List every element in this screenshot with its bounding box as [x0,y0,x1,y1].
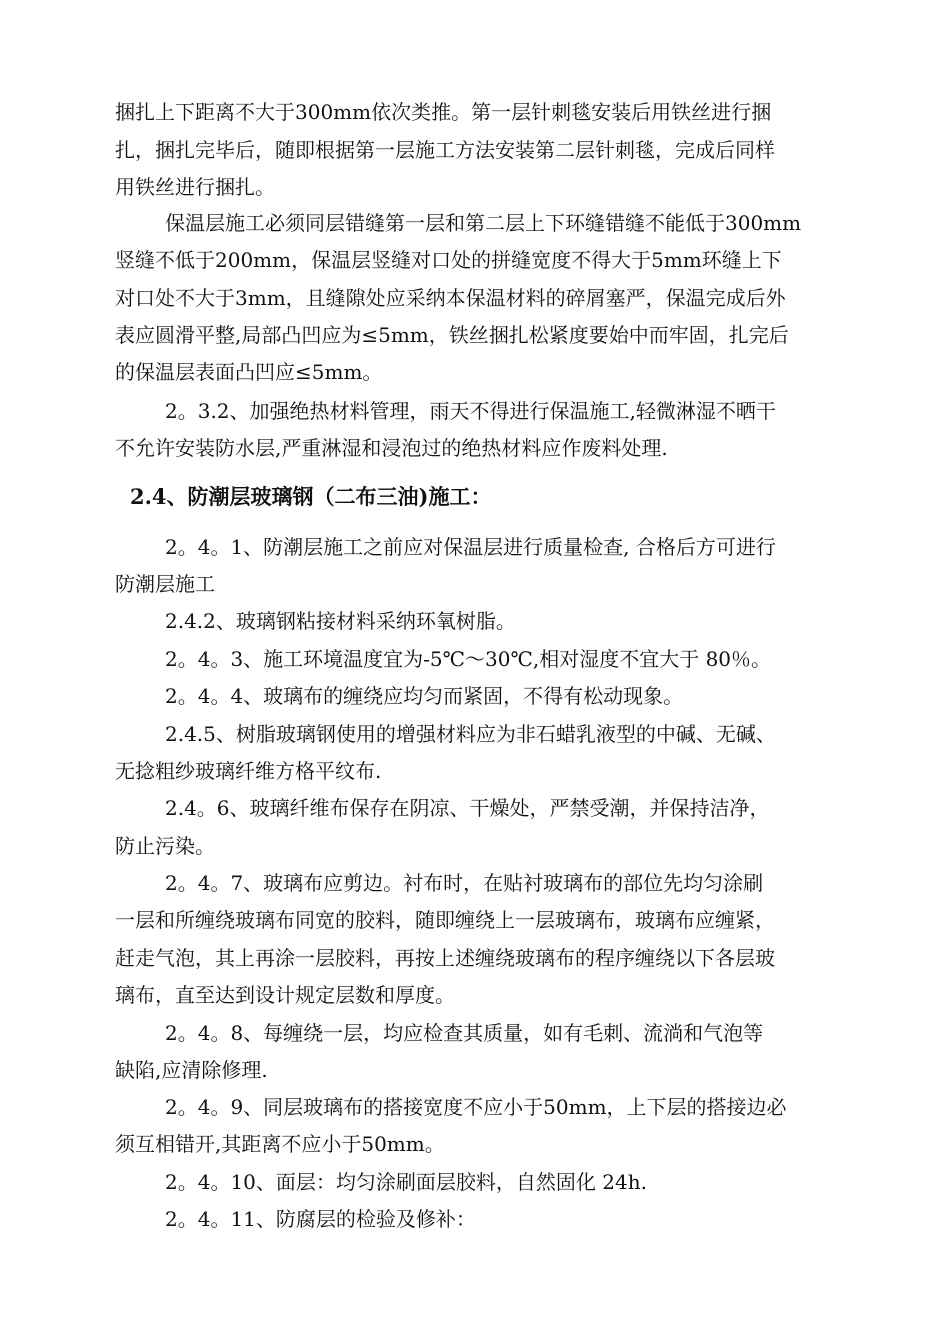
paragraph-line: 2。4。11、防腐层的检验及修补： [165,1207,476,1231]
paragraph-line: 竖缝不低于200mm，保温层竖缝对口处的拼缝宽度不得大于5mm环缝上下 [115,248,782,272]
section-heading: 2.4、防潮层玻璃钢（二布三油)施工： [130,484,492,509]
paragraph-line: 对口处不大于3mm，且缝隙处应采纳本保温材料的碎屑塞严，保温完成后外 [115,286,786,310]
paragraph-line: 2。4。10、面层：均匀涂刷面层胶料，自然固化 24h. [165,1170,647,1194]
paragraph-line: 须互相错开,其距离不应小于50mm。 [115,1132,445,1156]
paragraph-line: 2。4。8、每缠绕一层，均应检查其质量，如有毛刺、流淌和气泡等 [165,1021,764,1045]
paragraph-line: 2。4。4、玻璃布的缠绕应均匀而紧固，不得有松动现象。 [165,684,684,708]
paragraph-line: 2.4.2、玻璃钢粘接材料采纳环氧树脂。 [165,609,516,633]
paragraph-line: 2。4。1、防潮层施工之前应对保温层进行质量检查, 合格后方可进行 [165,535,776,559]
paragraph-line: 缺陷,应清除修理. [115,1058,268,1082]
paragraph-line: 不允许安装防水层,严重淋湿和浸泡过的绝热材料应作废料处理. [115,436,668,460]
paragraph-line: 防止污染。 [115,834,215,858]
paragraph-line: 2。4。3、施工环境温度宜为-5℃～30℃,相对湿度不宜大于 80％。 [165,647,772,671]
paragraph-line: 2。4。7、玻璃布应剪边。衬布时，在贴衬玻璃布的部位先均匀涂刷 [165,871,764,895]
paragraph-line: 2。4。9、同层玻璃布的搭接宽度不应小于50mm，上下层的搭接边必 [165,1095,787,1119]
paragraph-line: 的保温层表面凸凹应≤5mm。 [115,360,383,384]
paragraph-line: 保温层施工必须同层错缝第一层和第二层上下环缝错缝不能低于300mm [165,211,802,235]
paragraph-line: 用铁丝进行捆扎。 [115,175,275,199]
paragraph-line: 一层和所缠绕玻璃布同宽的胶料，随即缠绕上一层玻璃布，玻璃布应缠紧， [115,908,775,932]
paragraph-line: 表应圆滑平整,局部凸凹应为≤5mm，铁丝捆扎松紧度要始中而牢固，扎完后 [115,323,789,347]
paragraph-line: 赶走气泡，其上再涂一层胶料，再按上述缠绕玻璃布的程序缠绕以下各层玻 [115,946,775,970]
paragraph-line: 2。3.2、加强绝热材料管理，雨天不得进行保温施工,轻微淋湿不晒干 [165,399,776,423]
paragraph-line: 捆扎上下距离不大于300mm依次类推。第一层针刺毯安装后用铁丝进行捆 [115,100,772,124]
paragraph-line: 防潮层施工 [115,572,215,596]
paragraph-line: 璃布，直至达到设计规定层数和厚度。 [115,983,455,1007]
paragraph-line: 无捻粗纱玻璃纤维方格平纹布. [115,759,382,783]
paragraph-line: 扎，捆扎完毕后，随即根据第一层施工方法安装第二层针刺毯，完成后同样 [115,138,775,162]
paragraph-line: 2.4。6、玻璃纤维布保存在阴凉、干燥处，严禁受潮，并保持洁净， [165,796,770,820]
paragraph-line: 2.4.5、树脂玻璃钢使用的增强材料应为非石蜡乳液型的中碱、无碱、 [165,722,776,746]
